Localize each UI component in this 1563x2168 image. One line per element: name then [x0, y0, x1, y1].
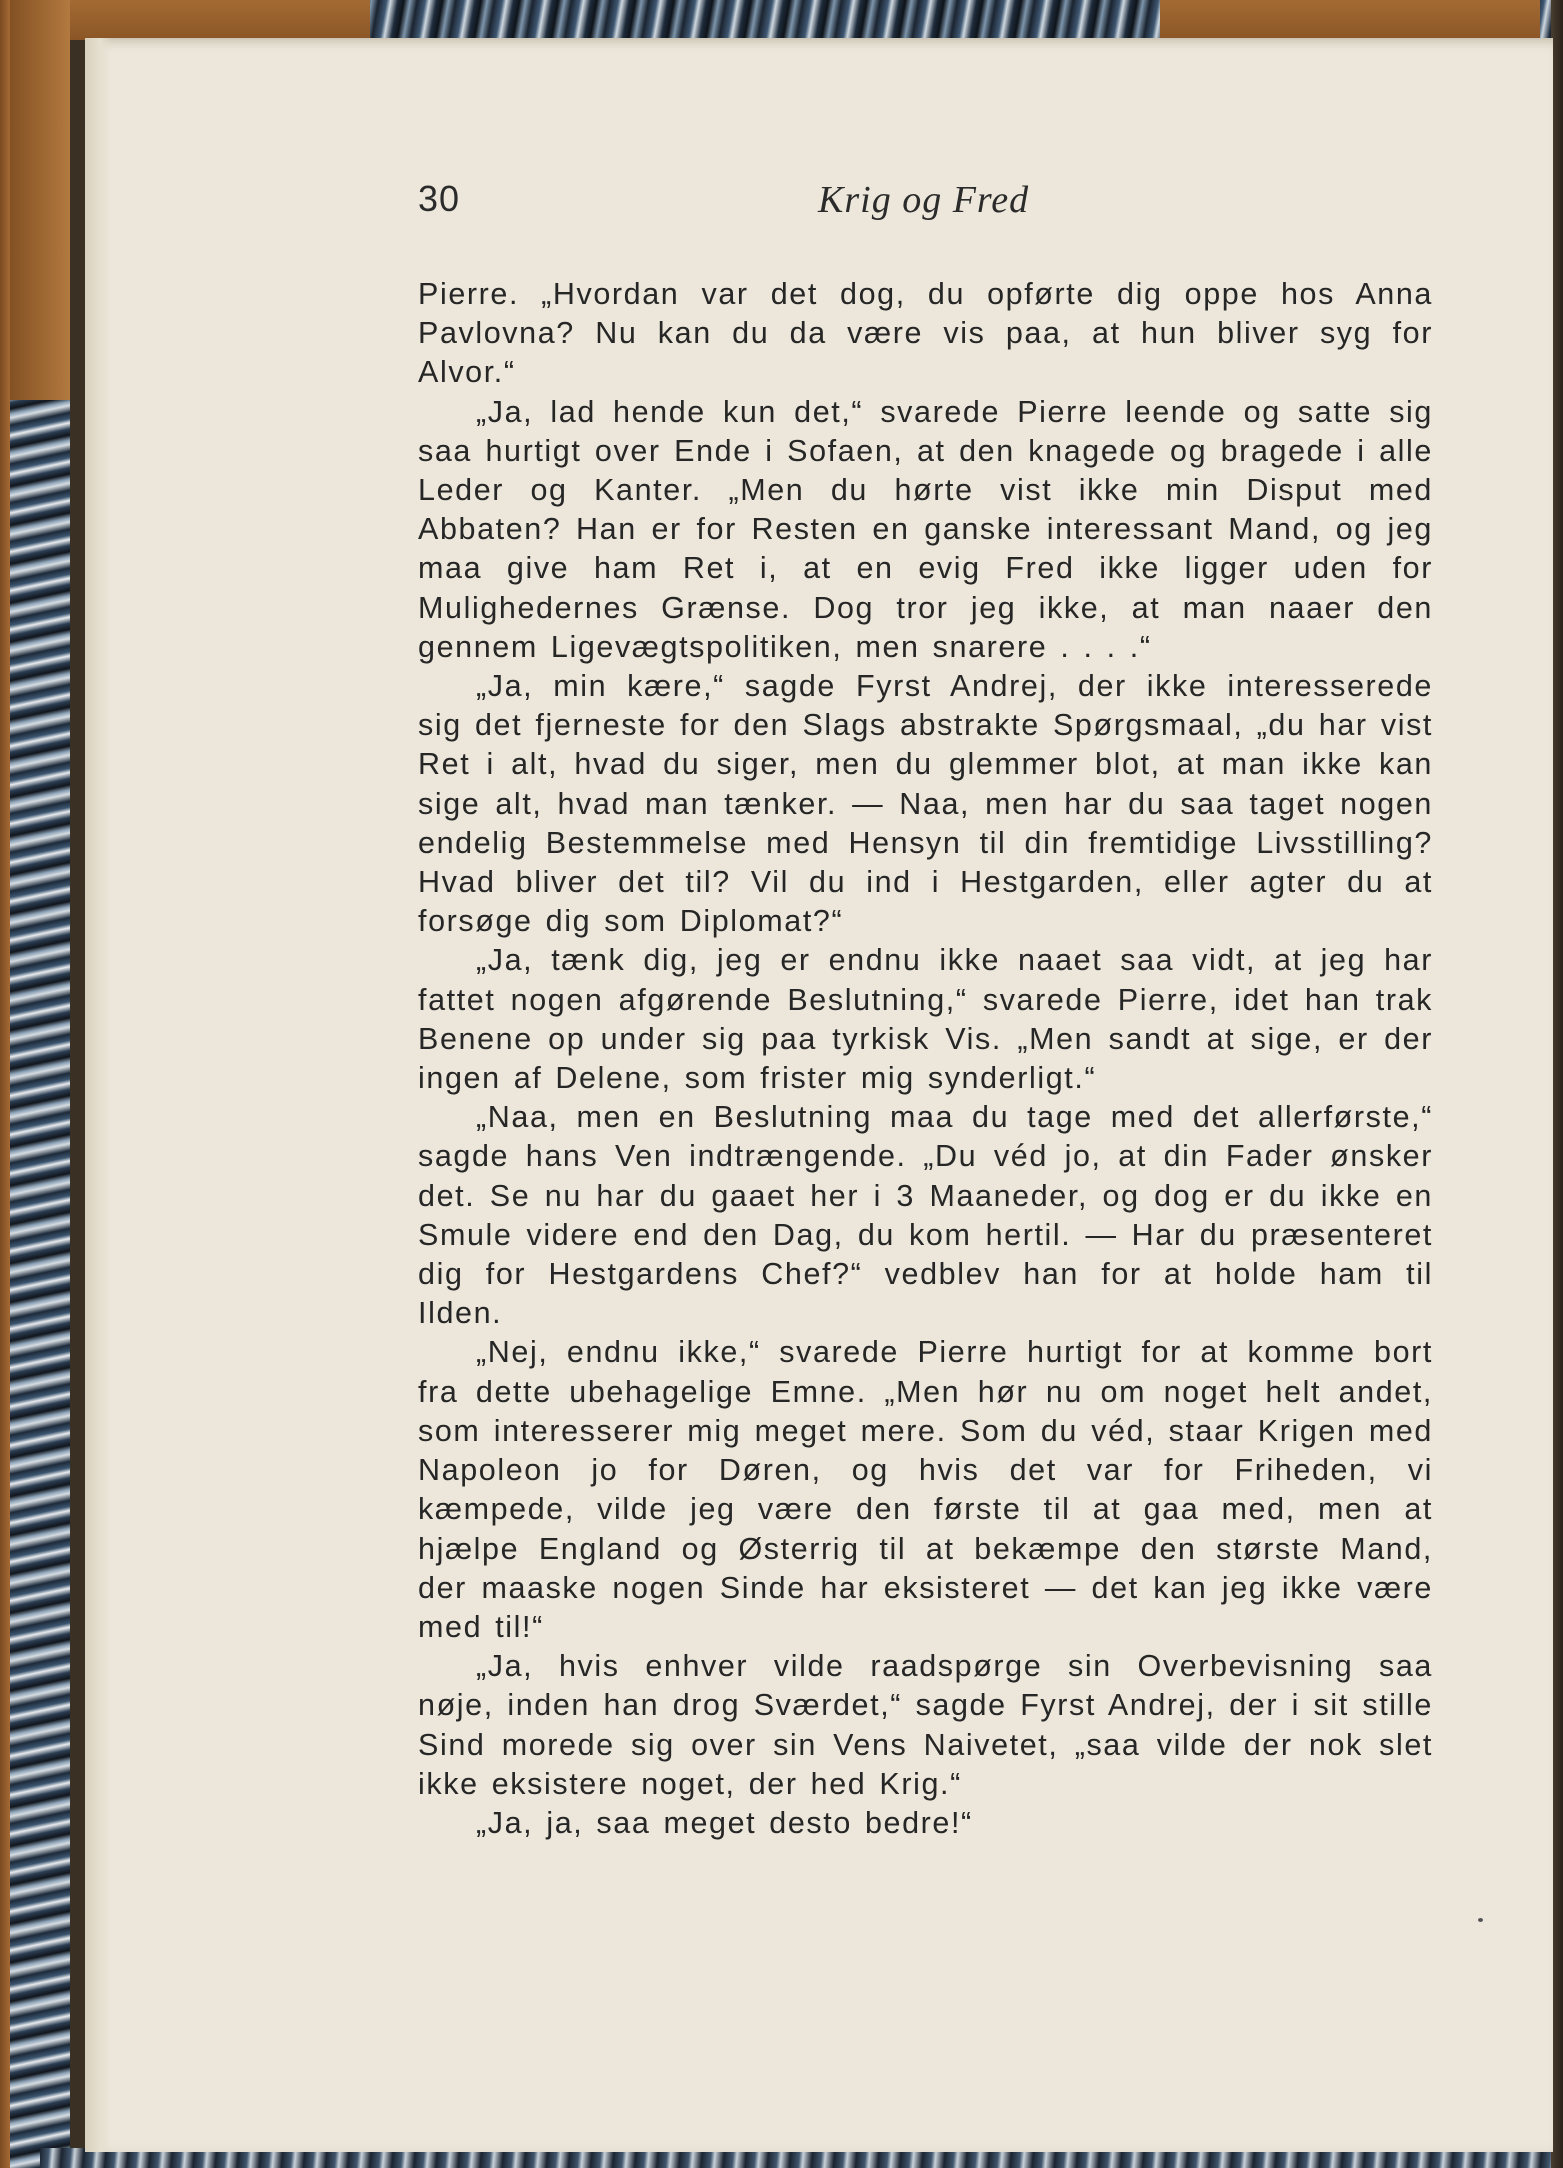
paragraph: „Nej, endnu ikke,“ svarede Pierre hurtigt for at komme bort fra dette ubehagelige Emne. „Men hør nu om noget helt andet, som interesserer mig meget mere. Som du véd, staar Krigen med Napoleon jo for Døren, og hvis det var for Friheden, vi kæmpede, vilde jeg være den første til at gaa med, men at hjælpe England og Østerrig til at bekæmpe den største Mand, der maaske nogen Sinde har eksisteret — det kan jeg ikke være med til!“ [418, 1335, 1433, 1644]
cover-edge-left-upper [0, 0, 70, 400]
running-title: Krig og Fred [818, 179, 1030, 221]
body-text [418, 275, 1433, 1843]
paragraph: „Ja, lad hende kun det,“ svarede Pierre leende og satte sig saa hurtigt over Ende i Sofaen, at den knagede og bragede i alle Leder og Kanter. „Men du hørte vist ikke min Disput med Abbaten? Han er for Resten en ganske interessant Mand, og jeg maa give ham Ret i, at en evig Fred ikke ligger uden for Mulighedernes Grænse. Dog tror jeg ikke, at man naaer den gennem Ligevægtspolitiken, men snarere . . . .“ [418, 394, 1433, 664]
marbled-endpaper-top [70, 0, 1563, 40]
paragraph: „Naa, men en Beslutning maa du tage med det allerførste,“ sagde hans Ven indtrængende. „Du véd jo, at din Fader ønsker det. Se nu har du gaaet her i 3 Maaneder, og dog er du ikke en Smule videre end den Dag, du kom hertil. — Har du præsenteret dig for Hestgardens Chef?“ vedblev han for at holde ham til Ilden. [418, 1100, 1433, 1331]
page-header [418, 178, 1448, 238]
cover-edge-left [0, 0, 10, 2168]
paragraph: „Ja, tænk dig, jeg er endnu ikke naaet saa vidt, at jeg har fattet nogen afgørende Beslutning,“ svarede Pierre, idet han trak Benene op under sig paa tyrkisk Vis. „Men sandt at sige, er der ingen af Delene, som frister mig synderligt.“ [418, 943, 1433, 1096]
marbled-endpaper-left [0, 0, 70, 2168]
cover-edge-top-left [70, 0, 370, 40]
cover-edge-top-right [1160, 0, 1540, 40]
paragraph: „Ja, hvis enhver vilde raadspørge sin Overbevisning saa nøje, inden han drog Sværdet,“ sagde Fyrst Andrej, der i sit stille Sind morede sig over sin Vens Naivetet, „saa vilde der nok slet ikke eksistere noget, der hed Krig.“ [418, 1649, 1433, 1801]
paragraph: „Ja, ja, saa meget desto bedre!“ [476, 1805, 973, 1840]
paper-speck [1478, 1918, 1483, 1922]
paragraph: „Ja, min kære,“ sagde Fyrst Andrej, der ikke interesserede sig det fjerneste for den Slags abstrakte Spørgsmaal, „du har vist Ret i alt, hvad du siger, men du glemmer blot, at man ikke kan sige alt, hvad man tænker. — Naa, men har du saa taget nogen endelig Bestemmelse med Hensyn til din fremtidige Livsstilling? Hvad bliver det til? Vil du ind i Hestgarden, eller agter du at forsøge dig som Diplomat?“ [418, 669, 1433, 939]
paragraph: Pierre. „Hvordan var det dog, du opførte dig oppe hos Anna Pavlovna? Nu kan du da være vis paa, at hun bliver syg for Alvor.“ [418, 277, 1433, 390]
page-gutter-shadow [85, 38, 111, 2152]
page-number: 30 [418, 178, 461, 219]
